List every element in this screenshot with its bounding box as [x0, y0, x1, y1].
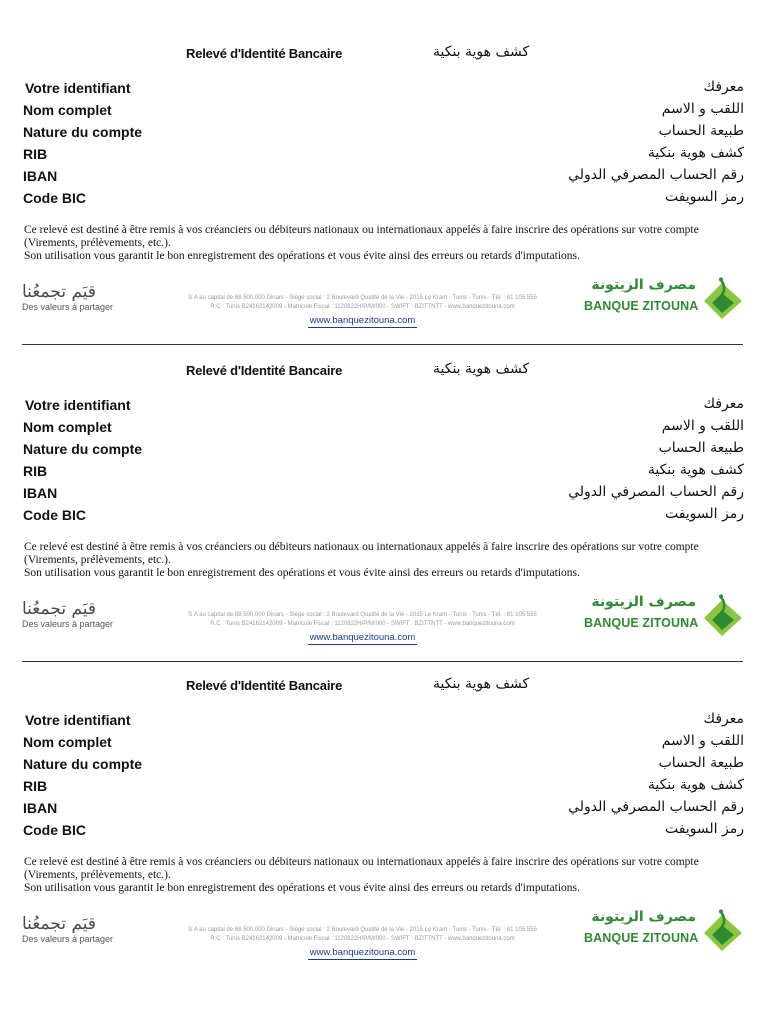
- rib-fields: [0, 710, 768, 842]
- field-label-fr: RIB: [23, 463, 48, 479]
- field-label-fr: Code BIC: [23, 190, 86, 206]
- rib-title-fr: Relevé d'Identité Bancaire: [186, 46, 343, 61]
- legal-line-1: S.A au capital de 88.500.000 Dinars - Siège social : 2 Boulevard Qualité de la Vie - 2015 Le Kram - Tunis - Tunis - Tél. : 81 105 555: [188, 612, 537, 618]
- field-label-fr: Nom complet: [23, 734, 112, 750]
- bank-name-ar: مصرف الزيتونة: [591, 594, 696, 610]
- field-label-ar: معرفك: [703, 79, 744, 95]
- zitouna-logo-icon: [700, 909, 744, 953]
- website-link[interactable]: www.banquezitouna.com: [309, 632, 416, 643]
- rib-fields: [0, 78, 768, 210]
- legal-line-1: S.A au capital de 88.500.000 Dinars - Siège social : 2 Boulevard Qualité de la Vie - 2015 Le Kram - Tunis - Tunis - Tél. : 81 105 555: [188, 927, 537, 933]
- legal-line-1: S.A au capital de 88.500.000 Dinars - Siège social : 2 Boulevard Qualité de la Vie - 2015 Le Kram - Tunis - Tunis - Tél. : 81 105 555: [188, 295, 537, 301]
- field-label-fr: Code BIC: [23, 822, 86, 838]
- field-row-rib: [0, 776, 768, 798]
- rib-block-2: [0, 317, 768, 643]
- field-label-ar: كشف هوية بنكية: [647, 777, 744, 793]
- legal-info: [160, 611, 565, 629]
- bank-name-ar: مصرف الزيتونة: [591, 277, 696, 293]
- field-label-fr: IBAN: [23, 485, 58, 501]
- field-label-fr: RIB: [23, 146, 48, 162]
- field-label-ar: معرفك: [703, 396, 744, 412]
- slogan-fr: Des valeurs à partager: [22, 619, 114, 629]
- notice-line-1: Ce relevé est destiné à être remis à vos créanciers ou débiteurs nationaux ou internationaux appelés à faire inscrire des opérations sur votre compte (Virements, prélèvements, etc.).: [24, 856, 699, 881]
- field-row-iban: [0, 798, 768, 820]
- field-row-iban: [0, 483, 768, 505]
- rib-title-ar: كشف هوية بنكية: [433, 676, 530, 692]
- field-row-identifiant: [0, 395, 768, 417]
- field-label-ar: رقم الحساب المصرفي الدولي: [568, 167, 744, 183]
- rib-fields: [0, 395, 768, 527]
- field-row-nature: [0, 439, 768, 461]
- field-label-fr: Nature du compte: [23, 756, 143, 772]
- field-label-ar: اللقب و الاسم: [661, 101, 744, 117]
- field-row-bic: [0, 505, 768, 527]
- field-label-ar: رمز السويفت: [664, 189, 744, 205]
- website-link[interactable]: www.banquezitouna.com: [309, 947, 416, 958]
- field-row-nature: [0, 754, 768, 776]
- field-label-ar: طبيعة الحساب: [658, 123, 744, 139]
- slogan: [22, 915, 113, 944]
- legal-line-2: R.C : Tunis B24162142009 - Matricule Fiscal : 1120822H/P/M/000 - SWIFT : BZITTNTT - www.banquezitouna.com: [210, 621, 515, 627]
- field-label-fr: Votre identifiant: [25, 712, 131, 728]
- bank-name-fr: BANQUE ZITOUNA: [584, 299, 699, 313]
- rib-block-1: [0, 0, 768, 326]
- field-label-ar: كشف هوية بنكية: [647, 145, 744, 161]
- legal-info: [160, 294, 565, 312]
- field-label-fr: RIB: [23, 778, 48, 794]
- rib-block-3: [0, 632, 768, 958]
- rib-notice: [24, 541, 752, 580]
- zitouna-logo-icon: [700, 277, 744, 321]
- slogan-fr: Des valeurs à partager: [22, 302, 114, 312]
- field-label-fr: Nature du compte: [23, 124, 143, 140]
- field-label-ar: اللقب و الاسم: [661, 418, 744, 434]
- bank-name-fr: BANQUE ZITOUNA: [584, 931, 699, 945]
- notice-line-2: Son utilisation vous garantit le bon enregistrement des opérations et vous évite ainsi des erreurs ou retards d'imputations.: [24, 250, 580, 262]
- field-label-fr: Votre identifiant: [25, 397, 131, 413]
- field-row-rib: [0, 461, 768, 483]
- field-row-bic: [0, 820, 768, 842]
- field-label-ar: كشف هوية بنكية: [647, 462, 744, 478]
- field-row-nom: [0, 100, 768, 122]
- rib-title-ar: كشف هوية بنكية: [433, 44, 530, 60]
- bank-logo: [584, 277, 744, 321]
- website-link[interactable]: www.banquezitouna.com: [309, 315, 416, 326]
- field-label-fr: Code BIC: [23, 507, 86, 523]
- slogan: [22, 283, 113, 312]
- bank-name-ar: مصرف الزيتونة: [591, 909, 696, 925]
- slogan-ar: قيَم تجمعُنا: [22, 282, 97, 302]
- slogan-fr: Des valeurs à partager: [22, 934, 114, 944]
- bank-name-fr: BANQUE ZITOUNA: [584, 616, 699, 630]
- field-label-fr: Votre identifiant: [25, 80, 131, 96]
- rib-notice: [24, 856, 752, 895]
- field-label-ar: رقم الحساب المصرفي الدولي: [568, 799, 744, 815]
- slogan: [22, 600, 113, 629]
- field-label-fr: Nature du compte: [23, 441, 143, 457]
- rib-title-ar: كشف هوية بنكية: [433, 361, 530, 377]
- legal-line-2: R.C : Tunis B24162142009 - Matricule Fiscal : 1120822H/P/M/000 - SWIFT : BZITTNTT - www.banquezitouna.com: [210, 936, 515, 942]
- field-row-identifiant: [0, 710, 768, 732]
- field-label-ar: معرفك: [703, 711, 744, 727]
- field-label-ar: رمز السويفت: [664, 506, 744, 522]
- field-label-fr: Nom complet: [23, 419, 112, 435]
- notice-line-1: Ce relevé est destiné à être remis à vos créanciers ou débiteurs nationaux ou internationaux appelés à faire inscrire des opérations sur votre compte (Virements, prélèvements, etc.).: [24, 541, 699, 566]
- rib-title-fr: Relevé d'Identité Bancaire: [186, 678, 343, 693]
- field-label-fr: Nom complet: [23, 102, 112, 118]
- notice-line-2: Son utilisation vous garantit le bon enregistrement des opérations et vous évite ainsi des erreurs ou retards d'imputations.: [24, 567, 580, 579]
- legal-info: [160, 926, 565, 944]
- website-link-wrap: [160, 947, 565, 958]
- field-row-rib: [0, 144, 768, 166]
- slogan-ar: قيَم تجمعُنا: [22, 914, 97, 934]
- bank-logo: [584, 909, 744, 953]
- field-row-nom: [0, 732, 768, 754]
- rib-notice: [24, 224, 752, 263]
- field-row-nom: [0, 417, 768, 439]
- notice-line-2: Son utilisation vous garantit le bon enregistrement des opérations et vous évite ainsi des erreurs ou retards d'imputations.: [24, 882, 580, 894]
- field-row-bic: [0, 188, 768, 210]
- rib-title-fr: Relevé d'Identité Bancaire: [186, 363, 343, 378]
- field-label-fr: IBAN: [23, 168, 58, 184]
- field-label-ar: اللقب و الاسم: [661, 733, 744, 749]
- field-label-ar: طبيعة الحساب: [658, 755, 744, 771]
- field-row-iban: [0, 166, 768, 188]
- field-label-ar: رمز السويفت: [664, 821, 744, 837]
- field-label-ar: رقم الحساب المصرفي الدولي: [568, 484, 744, 500]
- field-label-ar: طبيعة الحساب: [658, 440, 744, 456]
- legal-line-2: R.C : Tunis B24162142009 - Matricule Fiscal : 1120822H/P/M/000 - SWIFT : BZITTNTT - www.banquezitouna.com: [210, 304, 515, 310]
- field-label-fr: IBAN: [23, 800, 58, 816]
- field-row-identifiant: [0, 78, 768, 100]
- notice-line-1: Ce relevé est destiné à être remis à vos créanciers ou débiteurs nationaux ou internationaux appelés à faire inscrire des opérations sur votre compte (Virements, prélèvements, etc.).: [24, 224, 699, 249]
- field-row-nature: [0, 122, 768, 144]
- slogan-ar: قيَم تجمعُنا: [22, 599, 97, 619]
